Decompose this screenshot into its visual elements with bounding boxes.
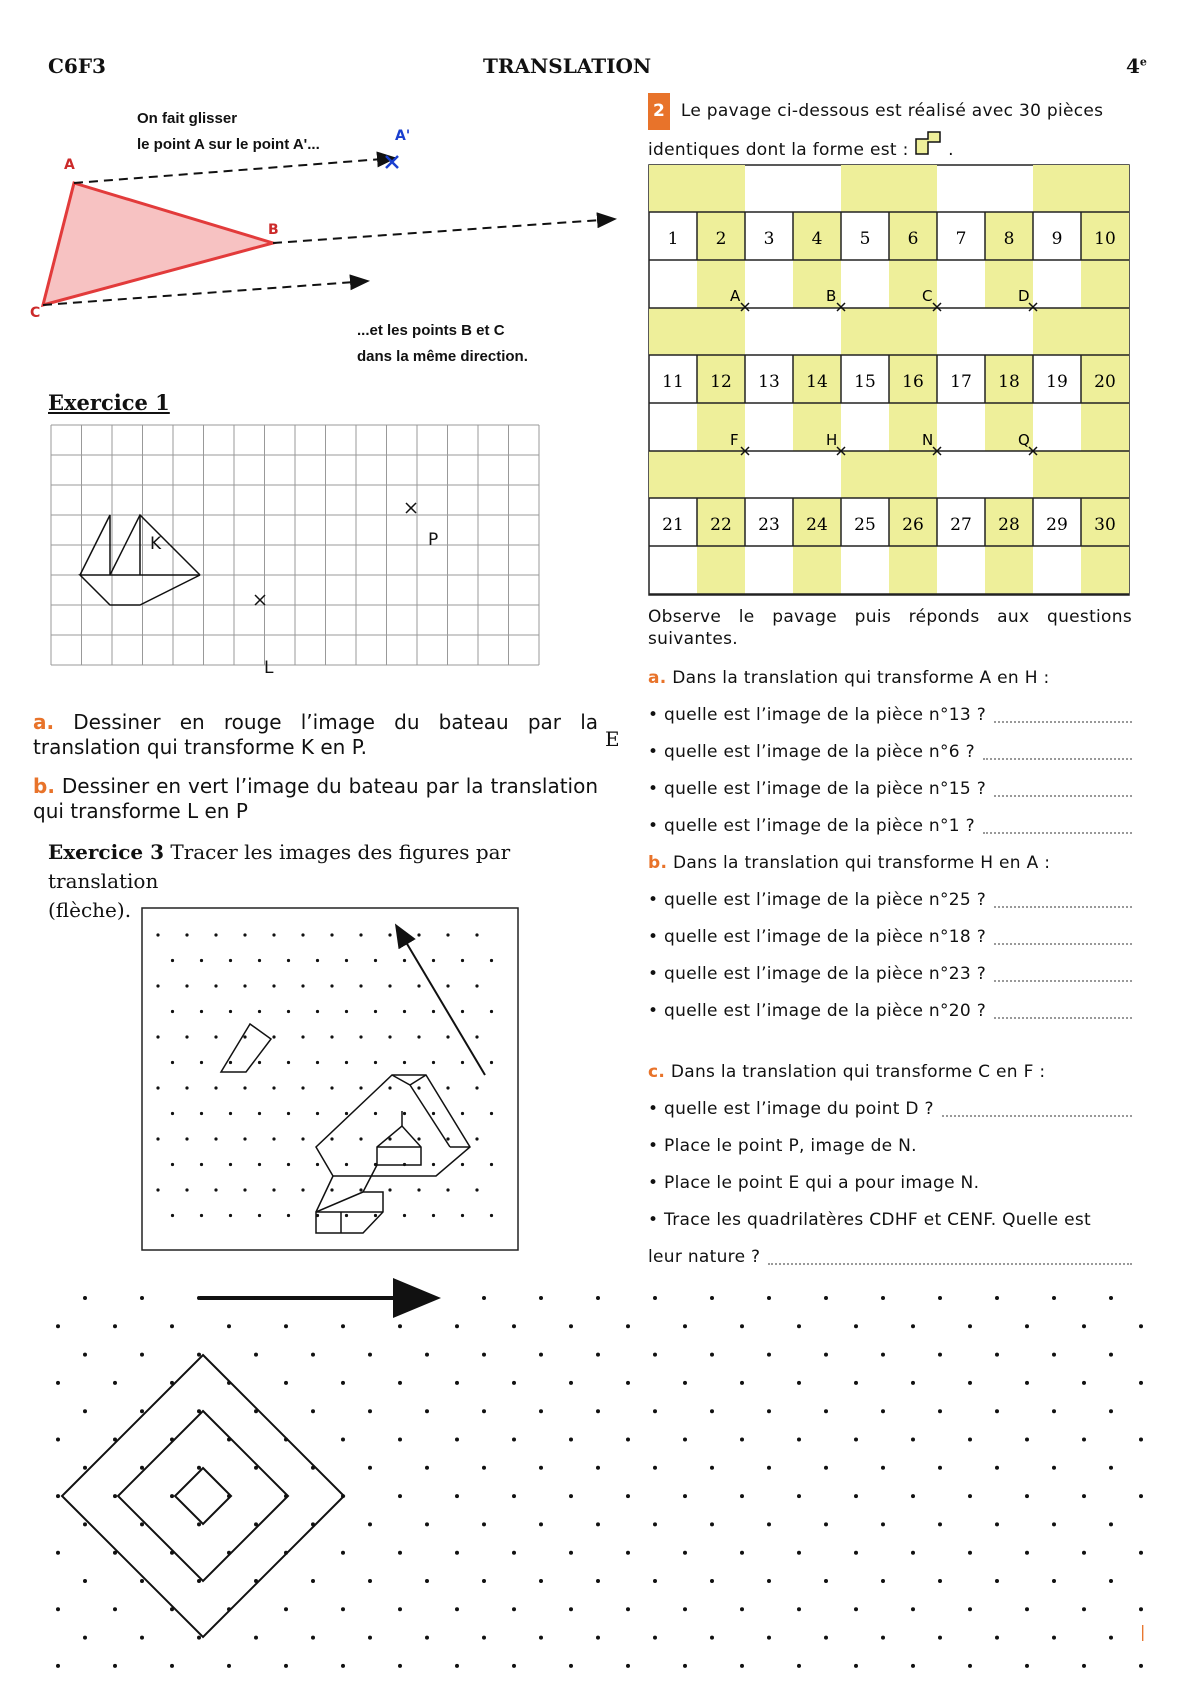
part-a-question-text: • quelle est l’image de la pièce n°6 ?	[648, 742, 975, 762]
point-label: B	[826, 287, 837, 305]
boat-figure	[80, 515, 200, 605]
dot-grid-bottom	[40, 1270, 1170, 1690]
cell-number: 23	[758, 515, 780, 535]
part-b-questions	[648, 882, 1138, 1030]
part-a-question	[648, 771, 1138, 808]
question-b-text: Dessiner en vert l’image du bateau par la translation qui transforme L en P	[33, 774, 599, 823]
cell-number: 14	[806, 372, 828, 392]
cell-number: 27	[950, 515, 972, 535]
exercise2-number: 2	[648, 93, 670, 130]
answer-blank[interactable]	[768, 1239, 1132, 1265]
tiling-svg	[648, 164, 1130, 596]
part-a-question-text: • quelle est l’image de la pièce n°13 ?	[648, 705, 987, 725]
intro-caption-bottom	[357, 318, 528, 370]
point-label: H	[826, 431, 838, 449]
part-c-item	[648, 1202, 1138, 1239]
part-a-questions	[648, 697, 1138, 845]
dot-grid	[56, 1296, 1146, 1668]
part-a-prefix: a.	[648, 668, 667, 688]
cell-number: 16	[902, 372, 924, 392]
cell-number: 22	[710, 515, 732, 535]
exercise3-text-2: (flèche).	[48, 898, 132, 922]
point-label: Q	[1018, 431, 1030, 449]
caption-line: dans la même direction.	[357, 348, 528, 365]
answer-blank[interactable]	[994, 956, 1132, 982]
answer-blank[interactable]	[994, 882, 1132, 908]
cell-number: 24	[806, 515, 828, 535]
label-C: C	[30, 305, 41, 321]
exercise2-intro-text-2: identiques dont la forme est :	[648, 140, 909, 160]
cell-number: 9	[1051, 229, 1063, 249]
cell-number: 7	[955, 229, 967, 249]
part-c-item-text: • Place le point E qui a pour image N.	[648, 1173, 980, 1193]
part-c-item-text: • Place le point P, image de N.	[648, 1136, 917, 1156]
cell-number: 3	[763, 229, 775, 249]
cell-number: 29	[1046, 515, 1068, 535]
part-c-title	[648, 1054, 1138, 1091]
part-c-item	[648, 1091, 1138, 1128]
caption-line: On fait glisser	[137, 110, 238, 127]
exercise2-intro-line-1	[648, 93, 1138, 130]
part-b-title	[648, 845, 1138, 882]
point-label: F	[730, 431, 739, 449]
answer-blank[interactable]	[994, 993, 1132, 1019]
label-A: A	[64, 157, 75, 173]
part-c-items	[648, 1091, 1138, 1276]
cell-number: 4	[811, 229, 823, 249]
cross-markers	[255, 503, 416, 605]
intro-figure	[30, 100, 620, 370]
part-c-title-text: Dans la translation qui transforme C en F :	[670, 1062, 1046, 1082]
part-b-question-text: • quelle est l’image de la pièce n°25 ?	[648, 890, 987, 910]
cell-number: 28	[998, 515, 1020, 535]
exercise2-intro-text: Le pavage ci-dessous est réalisé avec 30 pièces	[680, 101, 1104, 121]
part-a-title	[648, 660, 1138, 697]
label-L: L	[264, 658, 274, 678]
intro-caption-top	[137, 106, 320, 158]
exercise3-text: Tracer les images des figures par translation	[48, 840, 511, 893]
cell-number: 19	[1046, 372, 1068, 392]
exercise2-intro	[648, 93, 1138, 170]
vector-B	[273, 219, 615, 243]
cell-number: 12	[710, 372, 732, 392]
part-b-question-text: • quelle est l’image de la pièce n°23 ?	[648, 964, 987, 984]
header-left: C6F3	[48, 54, 106, 78]
part-b-question	[648, 956, 1138, 993]
part-c-item-text: leur nature ?	[648, 1247, 761, 1267]
cell-number: 26	[902, 515, 924, 535]
stray-letter-E: E	[605, 727, 620, 751]
part-a-question	[648, 808, 1138, 845]
exercise2-intro-end: .	[948, 140, 954, 160]
grid-with-boat	[50, 424, 586, 690]
dot-grid	[156, 933, 493, 1217]
part-c-item	[648, 1165, 1138, 1202]
header-right	[1126, 54, 1147, 78]
exercise1-grid	[50, 424, 586, 690]
part-b-question	[648, 993, 1138, 1030]
vector-A	[74, 158, 395, 183]
answer-blank[interactable]	[942, 1091, 1132, 1117]
cell-number: 18	[998, 372, 1020, 392]
point-label: A	[730, 287, 741, 305]
3d-letter-figure	[316, 1075, 470, 1233]
exercise3-box	[141, 907, 521, 1253]
part-c-item	[648, 1128, 1138, 1165]
point-label: D	[1018, 287, 1030, 305]
translation-diagram	[30, 100, 620, 370]
part-b-question-text: • quelle est l’image de la pièce n°18 ?	[648, 927, 987, 947]
exercise2-part-a	[648, 660, 1138, 1276]
question-a-prefix: a.	[33, 710, 55, 734]
part-a-question	[648, 697, 1138, 734]
part-b-title-text: Dans la translation qui transforme H en A :	[672, 853, 1051, 873]
part-c-item	[648, 1239, 1138, 1276]
triangle-ABC	[43, 183, 273, 305]
part-a-question-text: • quelle est l’image de la pièce n°1 ?	[648, 816, 975, 836]
part-a-question	[648, 734, 1138, 771]
answer-blank[interactable]	[994, 919, 1132, 945]
grade-level: 4	[1126, 54, 1140, 78]
answer-blank[interactable]	[994, 697, 1132, 723]
question-b-prefix: b.	[33, 774, 55, 798]
nested-squares-figure	[62, 1355, 344, 1637]
cell-number: 6	[907, 229, 919, 249]
page-title: TRANSLATION	[483, 54, 652, 78]
cell-number: 1	[667, 229, 679, 249]
cell-number: 15	[854, 372, 876, 392]
cell-number: 21	[662, 515, 684, 535]
caption-line: le point A sur le point A'...	[137, 136, 320, 153]
part-b-question	[648, 882, 1138, 919]
part-b-question-text: • quelle est l’image de la pièce n°20 ?	[648, 1001, 987, 1021]
answer-blank[interactable]	[983, 734, 1132, 760]
answer-blank[interactable]	[994, 771, 1132, 797]
exercise1-title: Exercice 1	[48, 390, 170, 415]
cell-number: 10	[1094, 229, 1116, 249]
exercise2-observe: Observe le pavage puis réponds aux questions suivantes.	[648, 607, 1132, 649]
part-c-item-text: • Trace les quadrilatères CDHF et CENF. Quelle est	[648, 1210, 1092, 1230]
label-A-prime: A'	[395, 128, 411, 144]
cell-number: 25	[854, 515, 876, 535]
point-label: N	[922, 431, 934, 449]
grade-level-sup: e	[1139, 55, 1147, 69]
cell-number: 20	[1094, 372, 1116, 392]
exercise1-question-b	[33, 774, 598, 824]
footer-mark: |	[1140, 1622, 1146, 1641]
part-a-question-text: • quelle est l’image de la pièce n°15 ?	[648, 779, 987, 799]
exercise1-question-a	[33, 710, 598, 760]
part-a-title-text: Dans la translation qui transforme A en H :	[672, 668, 1050, 688]
question-a-text: Dessiner en rouge l’image du bateau par la translation qui transforme K en P.	[33, 710, 599, 759]
cell-number: 5	[859, 229, 871, 249]
part-b-question	[648, 919, 1138, 956]
label-P: P	[428, 530, 439, 550]
small-parallelogram	[221, 1024, 271, 1072]
translation-arrow-1	[397, 927, 485, 1075]
part-c-prefix: c.	[648, 1062, 666, 1082]
label-B: B	[268, 222, 279, 238]
dot-grid-figures	[141, 907, 521, 1253]
cell-number: 30	[1094, 515, 1116, 535]
cell-number: 13	[758, 372, 780, 392]
caption-line: ...et les points B et C	[357, 322, 505, 339]
cell-number: 8	[1003, 229, 1015, 249]
part-c-item-text: • quelle est l’image du point D ?	[648, 1099, 934, 1119]
exercise3-title: Exercice 3	[48, 840, 164, 864]
answer-blank[interactable]	[983, 808, 1132, 834]
bottom-dot-area	[40, 1270, 1170, 1690]
point-label: C	[922, 287, 933, 305]
cell-number: 17	[950, 372, 972, 392]
label-K: K	[150, 534, 162, 554]
cell-number: 2	[715, 229, 727, 249]
tiling-board	[648, 164, 1130, 596]
cell-number: 11	[662, 372, 684, 392]
part-b-prefix: b.	[648, 853, 668, 873]
